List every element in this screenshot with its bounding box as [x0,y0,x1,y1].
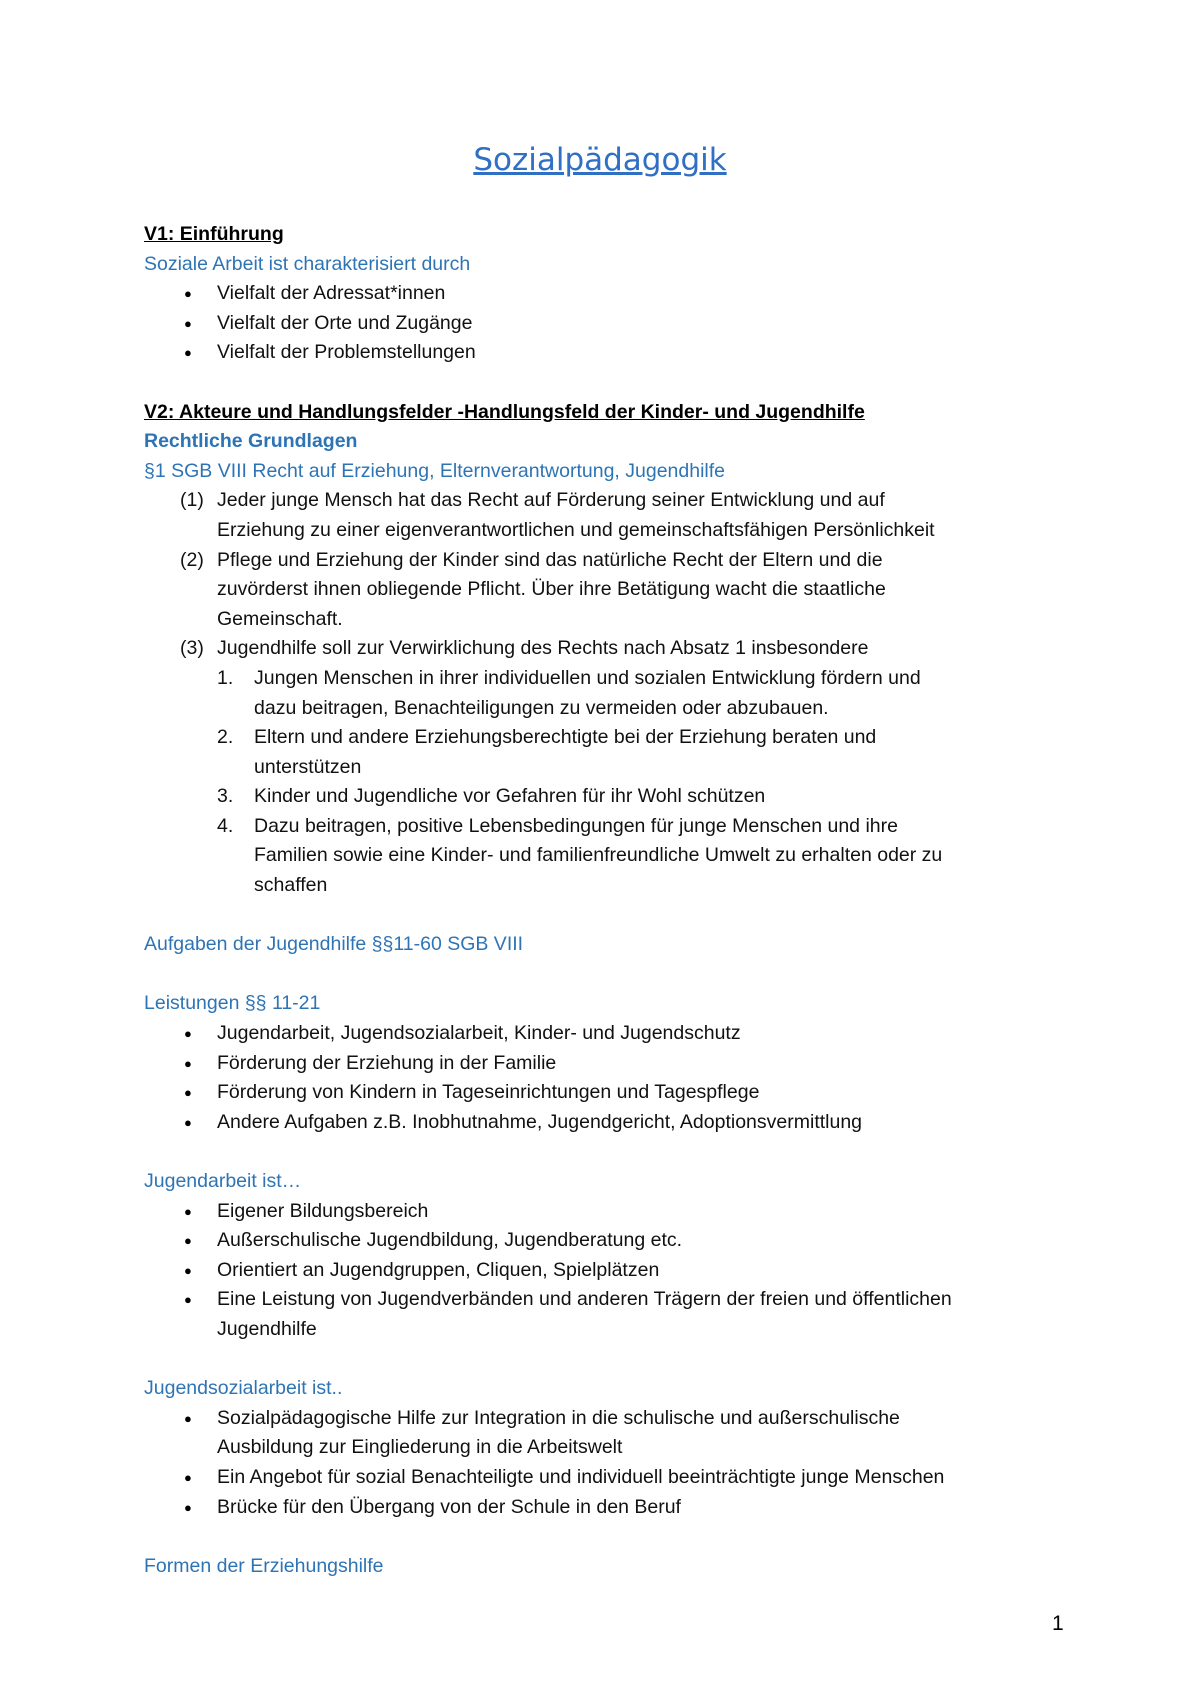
spacer [144,960,1064,990]
subheading-soziale-arbeit: Soziale Arbeit ist charakterisiert durch [144,252,471,275]
list-marker: 1. [217,666,234,689]
list-item: ● Vielfalt der Orte und Zugänge [144,309,1064,339]
list-item [144,723,1064,782]
spacer [144,368,1064,398]
list-marker: 4. [217,814,234,837]
text-line: Gemeinschaft. [217,607,343,630]
list-item [144,782,1064,812]
spacer [144,901,1064,931]
list-item [144,664,1064,723]
list-item [144,634,1064,664]
numbered-list [144,664,1064,901]
text-line: Jungen Menschen in ihrer individuellen und sozialen Entwicklung fördern und [254,666,921,689]
list-item: ● Andere Aufgaben z.B. Inobhutnahme, Jugendgericht, Adoptionsvermittlung [144,1108,1064,1138]
text-line: Kinder und Jugendliche vor Gefahren für ihr Wohl schützen [254,785,766,808]
text-line: ● Eine Leistung von Jugendverbänden und anderen Trägern der freien und öffentlichen [217,1288,952,1311]
list-item: ● Eigener Bildungsbereich [144,1197,1064,1227]
paragraph-list [144,486,1064,664]
bullet-list-jugendsozialarbeit [144,1404,1064,1522]
list-marker: 2. [217,726,234,749]
text-line: dazu beitragen, Benachteiligungen zu vermeiden oder abzubauen. [254,696,829,719]
subheading-formen: Formen der Erziehungshilfe [144,1554,384,1577]
text-line: Jugendhilfe soll zur Verwirklichung des Rechts nach Absatz 1 insbesondere [217,637,869,660]
list-item: ● Förderung der Erziehung in der Familie [144,1049,1064,1079]
document-body [144,220,1064,1581]
list-item [144,812,1064,901]
list-marker: 3. [217,785,234,808]
text-line: Dazu beitragen, positive Lebensbedingungen für junge Menschen und ihre [254,814,898,837]
list-marker: (2) [180,548,204,571]
list-marker: (3) [180,637,204,660]
text-line: Familien sowie eine Kinder- und familienfreundliche Umwelt zu erhalten oder zu [254,844,943,867]
subheading-leistungen: Leistungen §§ 11-21 [144,992,321,1015]
list-item: ● Vielfalt der Adressat*innen [144,279,1064,309]
spacer [144,1522,1064,1552]
list-item: ● Brücke für den Übergang von der Schule in den Beruf [144,1493,1064,1523]
text-line: zuvörderst ihnen obliegende Pflicht. Über ihre Betätigung wacht die staatliche [217,578,886,601]
list-item: ● Vielfalt der Problemstellungen [144,338,1064,368]
subheading-jugendarbeit: Jugendarbeit ist… [144,1170,302,1192]
text-line: Jugendhilfe [217,1317,317,1340]
spacer [144,1345,1064,1375]
text-line: Ausbildung zur Eingliederung in die Arbeitswelt [217,1436,623,1459]
text-line: ● Sozialpädagogische Hilfe zur Integration in die schulische und außerschulische [217,1406,900,1429]
section-heading-v1: V1: Einführung [144,223,284,245]
list-item [144,1404,1064,1463]
list-item: ● Förderung von Kindern in Tageseinrichtungen und Tagespflege [144,1078,1064,1108]
subheading-rechtliche-grundlagen: Rechtliche Grundlagen [144,430,358,453]
section-heading-v2: V2: Akteure und Handlungsfelder -Handlungsfeld der Kinder- und Jugendhilfe [144,400,865,423]
list-item [144,546,1064,635]
list-item: ● Außerschulische Jugendbildung, Jugendberatung etc. [144,1226,1064,1256]
spacer [144,1137,1064,1167]
text-line: unterstützen [254,755,362,778]
text-line: Pflege und Erziehung der Kinder sind das natürliche Recht der Eltern und die [217,548,883,571]
list-item [144,486,1064,545]
text-line: Eltern und andere Erziehungsberechtigte bei der Erziehung beraten und [254,726,877,749]
list-item: ● Orientiert an Jugendgruppen, Cliquen, Spielplätzen [144,1256,1064,1286]
page-number: 1 [1052,1612,1064,1635]
text-line: schaffen [254,874,328,897]
subheading-jugendsozialarbeit: Jugendsozialarbeit ist.. [144,1377,343,1400]
paragraph-title-sgb: §1 SGB VIII Recht auf Erziehung, Elternverantwortung, Jugendhilfe [144,459,726,482]
list-marker: (1) [180,489,204,512]
subheading-aufgaben: Aufgaben der Jugendhilfe §§11-60 SGB VIII [144,933,524,956]
list-item [144,1285,1064,1344]
text-line: Jeder junge Mensch hat das Recht auf Förderung seiner Entwicklung und auf [217,489,885,512]
text-line: Erziehung zu einer eigenverantwortlichen und gemeinschaftsfähigen Persönlichkeit [217,518,935,541]
bullet-list-jugendarbeit [144,1197,1064,1345]
page-title: Sozialpädagogik [473,142,727,178]
list-item: ● Jugendarbeit, Jugendsozialarbeit, Kinder- und Jugendschutz [144,1019,1064,1049]
bullet-list-leistungen [144,1019,1064,1137]
bullet-list-v1 [144,279,1064,368]
list-item: ● Ein Angebot für sozial Benachteiligte und individuell beeinträchtigte junge Menschen [144,1463,1064,1493]
